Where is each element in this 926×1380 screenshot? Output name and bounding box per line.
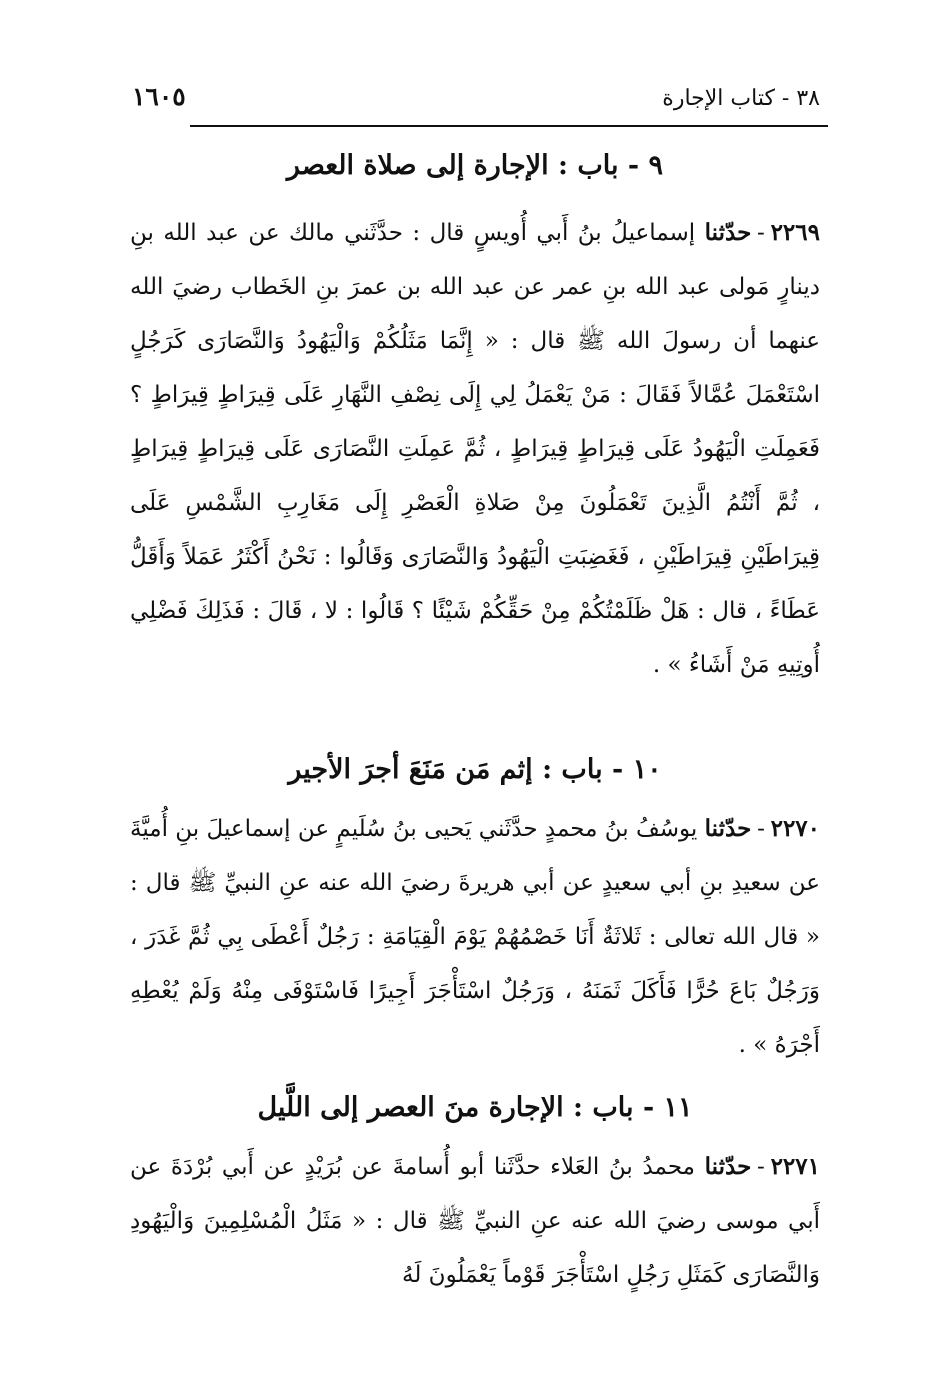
hadith-paragraph: [130, 206, 820, 692]
hadith-body: [130, 802, 820, 1072]
page-number: ١٦٠٥: [132, 82, 186, 111]
hadith-body: [130, 206, 820, 692]
section-heading: ١١ - باب : الإجارة منَ العصر إلى اللَّيل: [257, 1092, 693, 1123]
section-heading: ١٠ - باب : إثم مَن مَنَعَ أجرَ الأجير: [288, 754, 662, 785]
hadith-lead-word: حدّثنا: [704, 219, 752, 246]
hadith-number: ٢٢٧١: [770, 1153, 820, 1180]
hadith-paragraph: [130, 802, 820, 1072]
hadith-text: محمدُ بنُ العَلاء حدَّثَنا أبو أُسامةَ عن بُرَيْدٍ عن أَبي بُرْدَةَ عن أَبي موسى رضيَ الله عنه عنِ النبيِّ ﷺ قال : « مَثَلُ الْمُسْلِمِينَ وَالْيَهُودِ وَالنَّصَارَى كَمَثَلِ رَجُلٍ اسْتَأْجَرَ قَوْماً يَعْمَلُونَ لَهُ: [130, 1154, 820, 1288]
hadith-lead-word: حدّثنا: [704, 1153, 752, 1180]
hadith-body: [130, 1140, 820, 1302]
running-header: [132, 82, 820, 122]
header-divider: [190, 125, 828, 127]
hadith-separator: -: [757, 220, 765, 246]
chapter-title: ٣٨ - كتاب الإجارة: [662, 86, 820, 111]
hadith-lead-word: حدّثنا: [704, 815, 752, 842]
hadith-number: ٢٢٦٩: [770, 219, 820, 246]
hadith-separator: -: [757, 1154, 765, 1180]
section-heading: ٩ - باب : الإجارة إلى صلاة العصر: [286, 150, 664, 181]
hadith-text: يوسُفُ بنُ محمدٍ حدَّثَني يَحيى بنُ سُلَيمٍ عن إسماعيلَ بنِ أُميَّةَ عن سعيدِ بنِ أبي سعيدٍ عن أبي هريرةَ رضيَ الله عنه عنِ النبيِّ ﷺ قال : « قال الله تعالى : ثَلاثَةٌ أَنَا خَصْمُهُمْ يَوْمَ الْقِيَامَةِ : رَجُلٌ أَعْطَى بِي ثُمَّ غَدَرَ ، وَرَجُلٌ بَاعَ حُرًّا فَأَكَلَ ثَمَنَهُ ، وَرَجُلٌ اسْتَأْجَرَ أَجِيرًا فَاسْتَوْفَى مِنْهُ وَلَمْ يُعْطِهِ أَجْرَهُ » .: [130, 816, 820, 1058]
hadith-paragraph: [130, 1140, 820, 1302]
hadith-number: ٢٢٧٠: [770, 815, 821, 842]
hadith-text: إسماعيلُ بنُ أَبي أُويسٍ قال : حدَّثَني مالك عن عبد الله بنِ دينارٍ مَولى عبد الله بنِ عمر عن عبد الله بن عمرَ بنِ الخَطاب رضيَ الله عنهما أن رسولَ الله ﷺ قال : « إِنَّمَا مَثَلُكُمْ وَالْيَهُودُ وَالنَّصَارَى كَرَجُلٍ اسْتَعْمَلَ عُمَّالاً فَقَالَ : مَنْ يَعْمَلُ لِي إِلَى نِصْفِ النَّهَارِ عَلَى قِيرَاطٍ قِيرَاطٍ ؟ فَعَمِلَتِ الْيَهُودُ عَلَى قِيرَاطٍ قِيرَاطٍ ، ثُمَّ عَمِلَتِ النَّصَارَى عَلَى قِيرَاطٍ قِيرَاطٍ ، ثُمَّ أَنْتُمُ الَّذِينَ تَعْمَلُونَ مِنْ صَلاةِ الْعَصْرِ إِلَى مَغَارِبِ الشَّمْسِ عَلَى قِيرَاطَيْنِ قِيرَاطَيْنِ ، فَغَضِبَتِ الْيَهُودُ وَالنَّصَارَى وَقَالُوا : نَحْنُ أَكْثَرُ عَمَلاً وَأَقَلُّ عَطَاءً ، قال : هَلْ ظَلَمْتُكُمْ مِنْ حَقِّكُمْ شَيْئًا ؟ قَالُوا : لا ، قَالَ : فَذَلِكَ فَضْلِي أُوتِيهِ مَنْ أَشَاءُ » .: [130, 220, 821, 678]
hadith-separator: -: [757, 816, 765, 842]
